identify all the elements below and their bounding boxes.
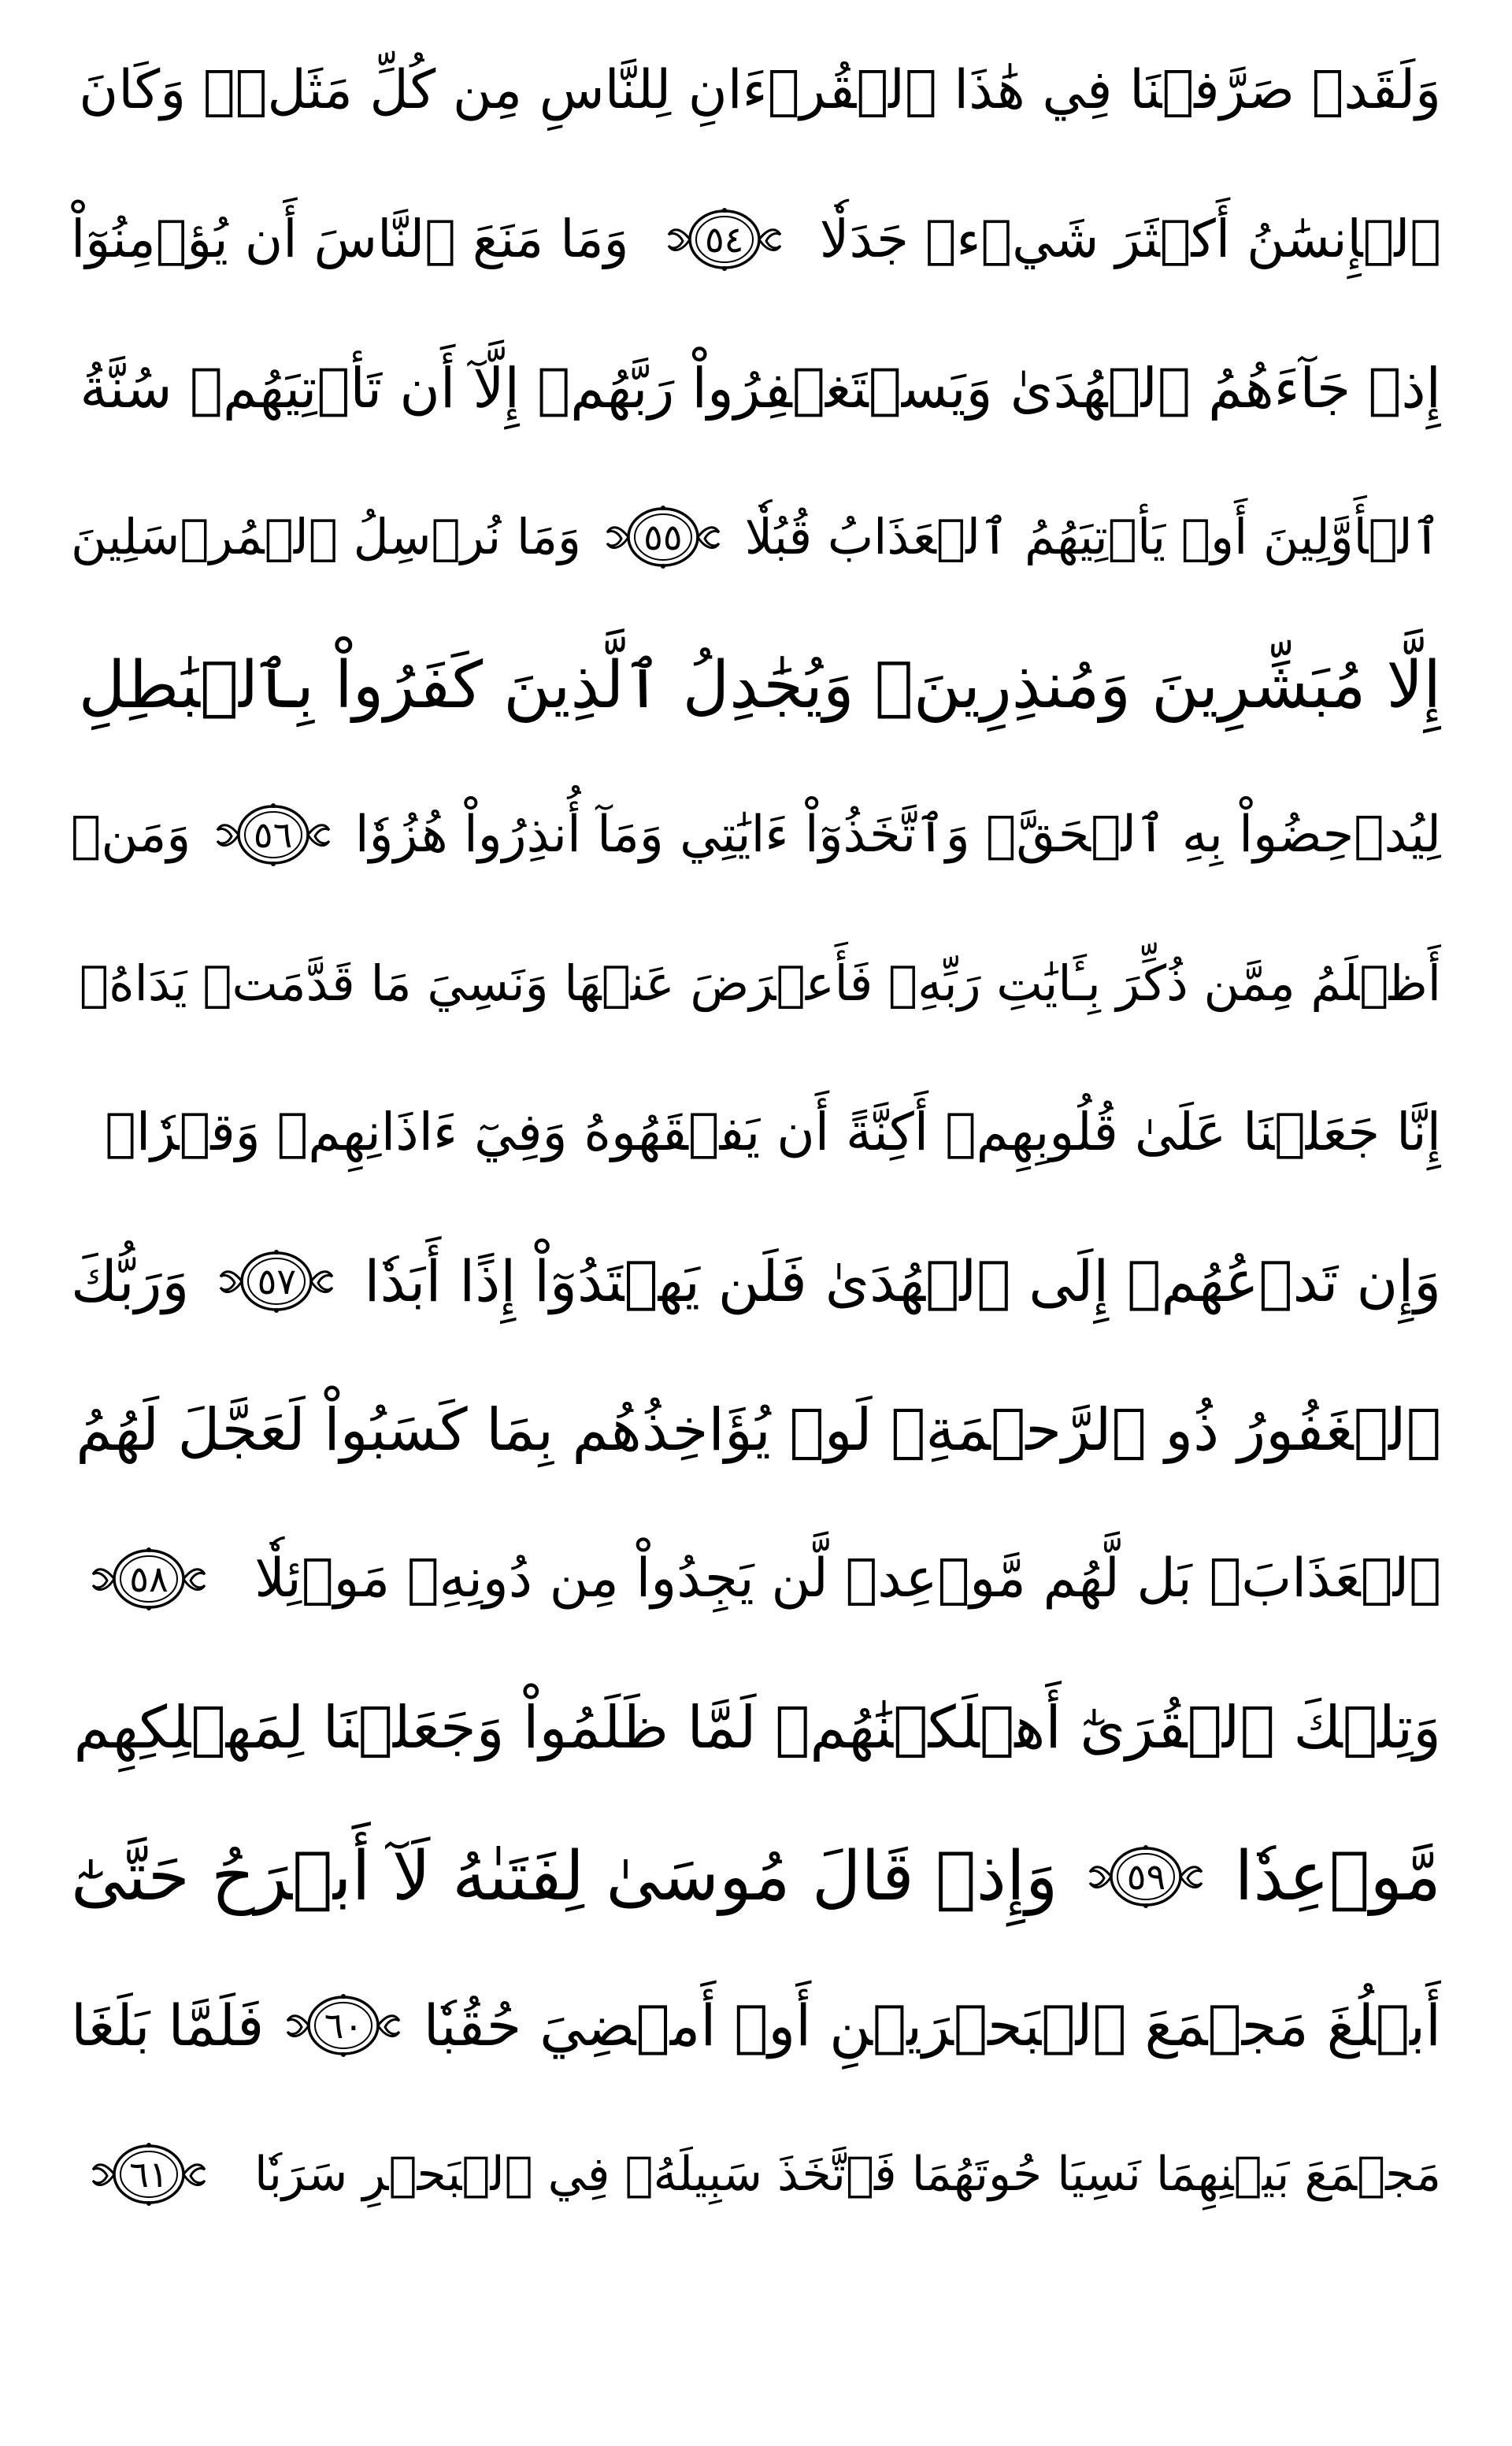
verse-text: إِنَّا جَعَلۡنَا عَلَىٰ قُلُوبِهِمۡ أَكِنَّةً أَن يَفۡقَهُوهُ وَفِيٓ ءَاذَانِهِمۡ وَقۡرٗاۖ xyxy=(105,1101,1441,1162)
text-line xyxy=(71,611,1441,760)
verse-text: مَّوۡعِدٗا xyxy=(1234,1836,1441,1916)
ayah-number: ٥٤ xyxy=(704,217,744,261)
ayah-number-marker xyxy=(284,1986,402,2065)
text-line xyxy=(71,1058,1441,1206)
text-line xyxy=(71,1951,1441,2099)
verse-text: وَمَنۡ xyxy=(71,805,191,864)
ayah-number: ٦١ xyxy=(129,2152,169,2196)
ayah-number-marker xyxy=(1087,1837,1205,1916)
text-line xyxy=(71,909,1441,1058)
verse-text: فَلَمَّا بَلَغَا xyxy=(71,1992,265,2059)
verse-text: وَإِن تَدۡعُهُمۡ إِلَى ٱلۡهُدَىٰ فَلَن يَهۡتَدُوٓاْ إِذًا أَبَدٗا xyxy=(364,1247,1441,1314)
ayah-number: ٥٨ xyxy=(129,1557,169,1600)
verse-text: ٱلۡإِنسَٰنُ أَكۡثَرَ شَيۡءٖ جَدَلٗا xyxy=(819,208,1441,269)
ayah-number-marker xyxy=(214,795,332,874)
verse-text: إِذۡ جَآءَهُمُ ٱلۡهُدَىٰ وَيَسۡتَغۡفِرُواْ رَبَّهُمۡ إِلَّآ أَن تَأۡتِيَهُمۡ سُنَّةُ xyxy=(80,355,1441,421)
text-line xyxy=(71,165,1441,313)
verse-text: وَتِلۡكَ ٱلۡقُرَىٰٓ أَهۡلَكۡنَٰهُمۡ لَمَّا ظَلَمُواْ وَجَعَلۡنَا لِمَهۡلِكِهِم xyxy=(73,1693,1441,1762)
ayah-number-marker xyxy=(665,200,784,279)
text-line xyxy=(71,1206,1441,1355)
text-line xyxy=(71,313,1441,462)
verse-text: وَرَبُّكَ xyxy=(71,1247,190,1314)
verse-text: أَظۡلَمُ مِمَّن ذُكِّرَ بِـَٔايَٰتِ رَبِّهِۦ فَأَعۡرَضَ عَنۡهَا وَنَسِيَ مَا قَدَّمَتۡ يَدَاهُۚ xyxy=(79,954,1441,1012)
ayah-number: ٥٩ xyxy=(1126,1855,1166,1898)
text-line xyxy=(71,1802,1441,1951)
text-line xyxy=(71,16,1441,165)
ayah-number-marker xyxy=(90,1540,208,1618)
verse-text: لِيُدۡحِضُواْ بِهِ ٱلۡحَقَّۖ وَٱتَّخَذُوٓاْ ءَايَٰتِي وَمَآ أُنذِرُواْ هُزُوٗا xyxy=(354,805,1441,864)
ayah-number: ٥٦ xyxy=(253,813,293,856)
verse-text: وَمَا مَنَعَ ٱلنَّاسَ أَن يُؤۡمِنُوٓاْ xyxy=(71,208,629,269)
text-line xyxy=(71,1355,1441,1504)
ayah-number: ٦٠ xyxy=(324,2003,364,2047)
verse-text: وَإِذۡ قَالَ مُوسَىٰ لِفَتَىٰهُ لَآ أَبۡرَحُ حَتَّىٰٓ xyxy=(71,1836,1058,1916)
ayah-number-marker xyxy=(217,1242,335,1321)
text-line xyxy=(71,1504,1441,1653)
ayah-number-marker xyxy=(90,2135,208,2214)
ayah-number: ٥٧ xyxy=(257,1259,297,1303)
verse-text: ٱلۡعَذَابَۚ بَل لَّهُم مَّوۡعِدٞ لَّن يَجِدُواْ مِن دُونِهِۦ مَوۡئِلٗا xyxy=(254,1547,1441,1610)
verse-text: ٱلۡغَفُورُ ذُو ٱلرَّحۡمَةِۖ لَوۡ يُؤَاخِذُهُم بِمَا كَسَبُواْ لَعَجَّلَ لَهُمُ xyxy=(76,1395,1441,1464)
text-line xyxy=(71,1653,1441,1802)
verse-text: وَمَا نُرۡسِلُ ٱلۡمُرۡسَلِينَ xyxy=(71,507,581,565)
verse-text: مَجۡمَعَ بَيۡنِهِمَا نَسِيَا حُوتَهُمَا فَٱتَّخَذَ سَبِيلَهُۥ فِي ٱلۡبَحۡرِ سَرَبٗا xyxy=(254,2146,1441,2202)
text-line xyxy=(71,760,1441,909)
ayah-number-marker xyxy=(604,498,722,576)
text-line xyxy=(71,462,1441,611)
verse-text: إِلَّا مُبَشِّرِينَ وَمُنذِرِينَۚ وَيُجَٰدِلُ ٱلَّذِينَ كَفَرُواْ بِٱلۡبَٰطِلِ xyxy=(78,647,1441,723)
verse-text: ٱلۡأَوَّلِينَ أَوۡ يَأۡتِيَهُمُ ٱلۡعَذَابُ قُبُلٗا xyxy=(744,507,1441,565)
verse-text: وَلَقَدۡ صَرَّفۡنَا فِي هَٰذَا ٱلۡقُرۡءَانِ لِلنَّاسِ مِن كُلِّ مَثَلٖۚ وَكَانَ xyxy=(79,58,1441,121)
text-line xyxy=(71,2099,1441,2248)
verse-text: أَبۡلُغَ مَجۡمَعَ ٱلۡبَحۡرَيۡنِ أَوۡ أَمۡضِيَ حُقُبٗا xyxy=(423,1992,1441,2059)
ayah-number: ٥٥ xyxy=(643,515,683,558)
